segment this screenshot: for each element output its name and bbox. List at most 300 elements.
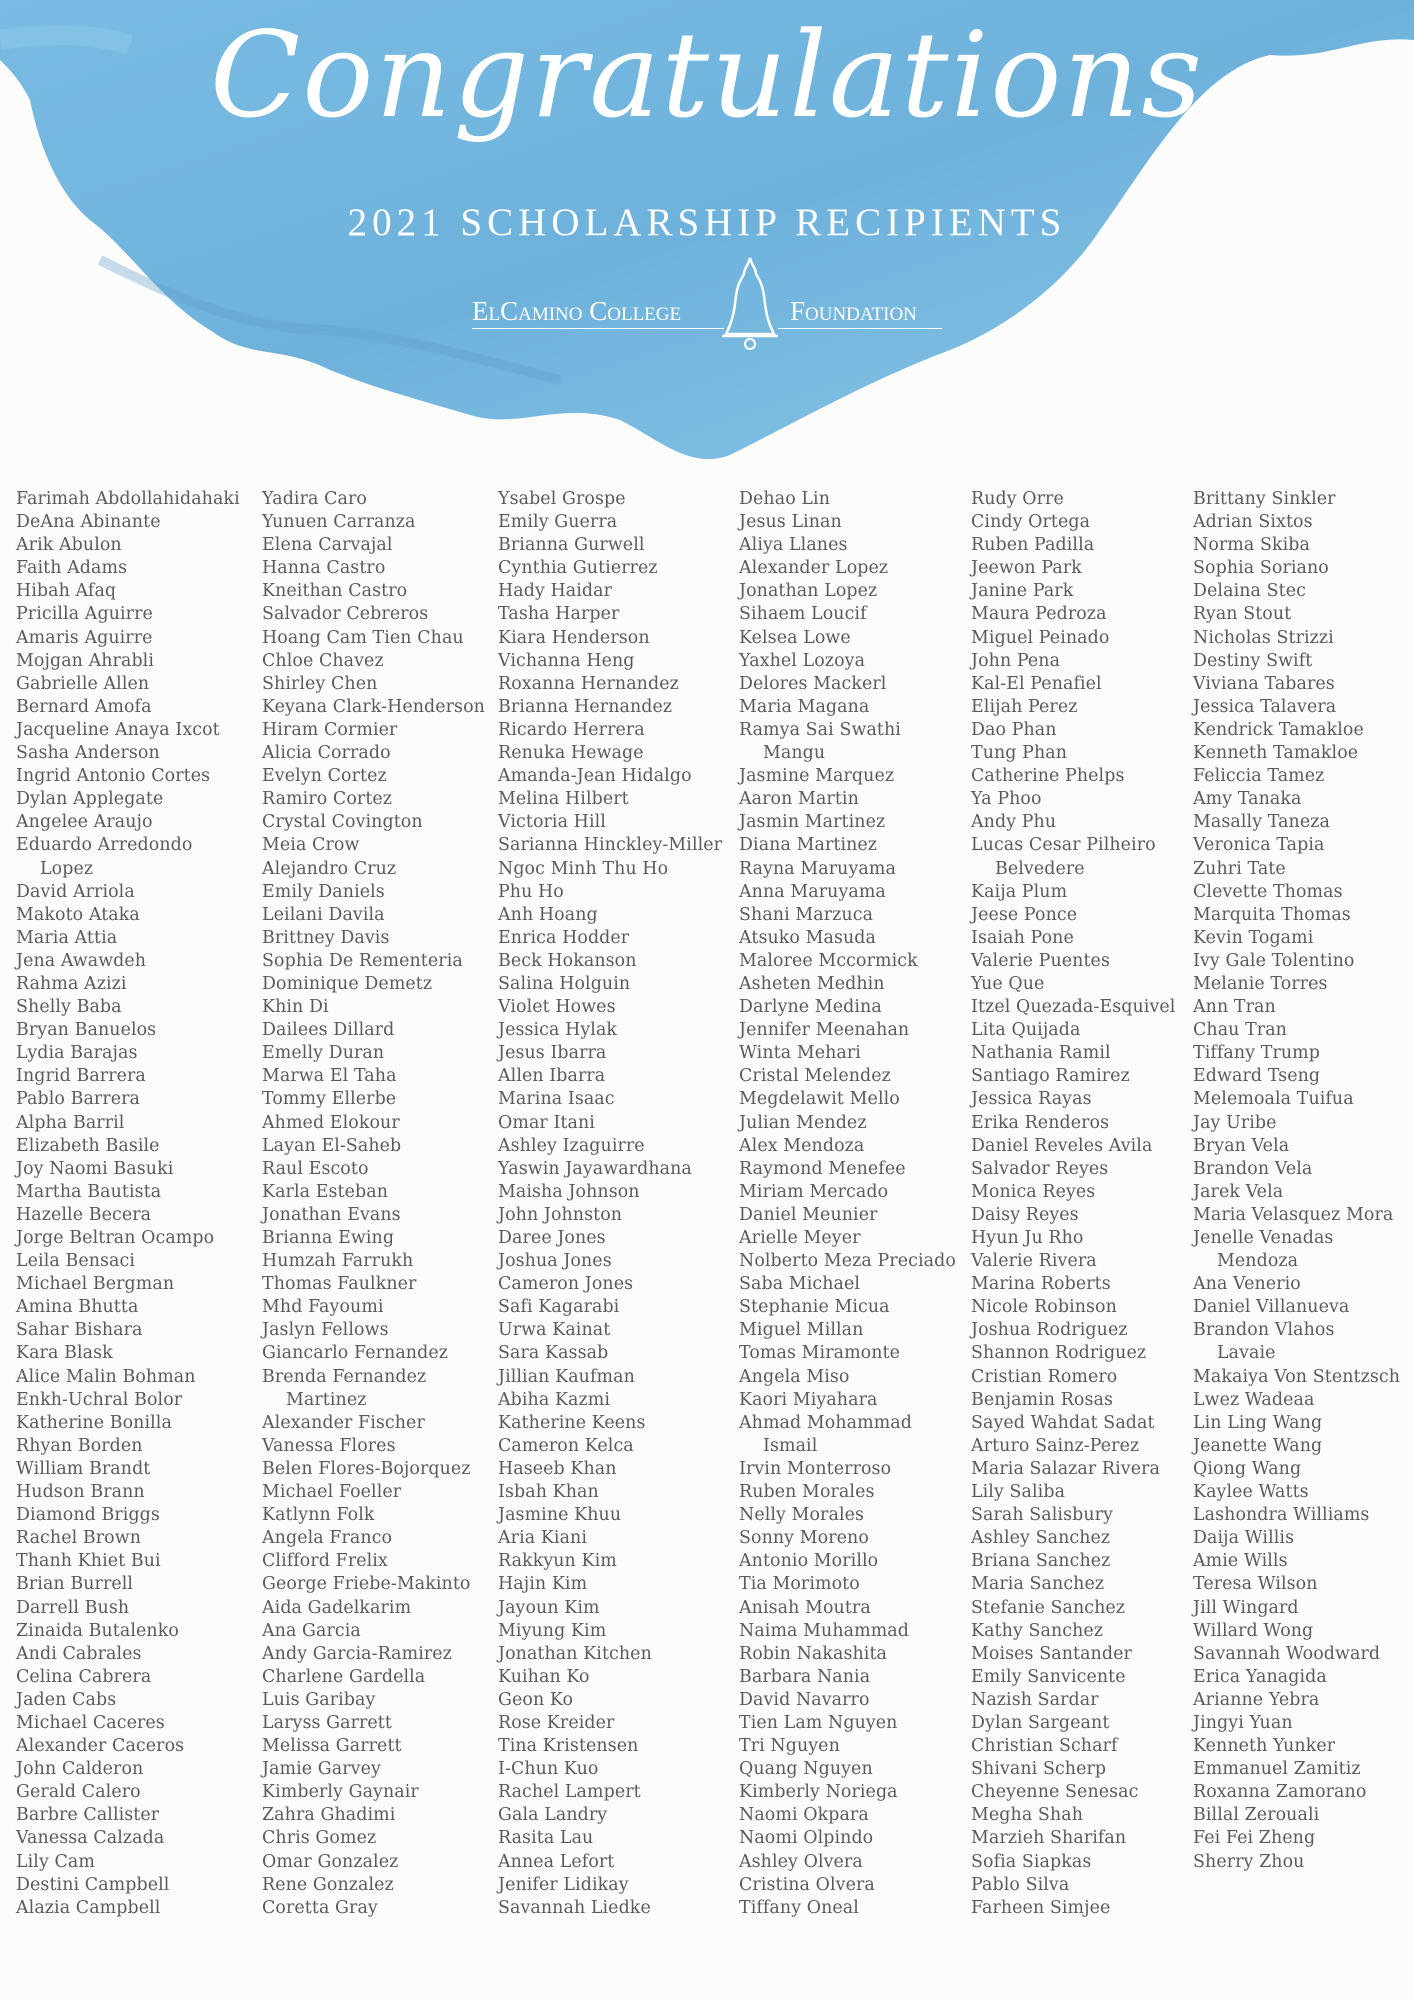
recipient-name: Kenneth Tamakloe xyxy=(1193,743,1359,764)
recipient-name: Viviana Tabares xyxy=(1193,673,1335,694)
recipient-name: Amanda-Jean Hidalgo xyxy=(498,766,692,787)
recipient-name: Leilani Davila xyxy=(262,904,385,925)
recipient-name: Kimberly Noriega xyxy=(739,1782,898,1803)
recipient-name: Abiha Kazmi xyxy=(498,1389,611,1410)
recipient-name: Emelly Duran xyxy=(262,1043,385,1064)
recipient-name: Urwa Kainat xyxy=(498,1320,611,1341)
logo-underline-left xyxy=(472,328,724,329)
recipient-name: Mangu xyxy=(763,743,826,764)
recipient-name: Jacqueline Anaya Ixcot xyxy=(16,719,220,740)
recipient-name: Amina Bhutta xyxy=(16,1297,139,1318)
recipient-name: Barbre Callister xyxy=(16,1805,160,1826)
logo-text-right: Foundation xyxy=(790,296,917,326)
recipient-name: Martinez xyxy=(286,1389,367,1410)
recipient-name: Enkh-Uchral Bolor xyxy=(16,1389,183,1410)
recipient-name: Ricardo Herrera xyxy=(498,719,645,740)
recipient-name: Stephanie Micua xyxy=(739,1297,890,1318)
recipient-name: Daniel Reveles Avila xyxy=(971,1135,1153,1156)
logo-underline-right xyxy=(778,328,942,329)
recipient-name: Marwa El Taha xyxy=(262,1066,397,1087)
recipient-name: Brianna Hernandez xyxy=(498,696,673,717)
recipient-name: Daniel Meunier xyxy=(739,1204,878,1225)
recipient-name: Tia Morimoto xyxy=(739,1574,860,1595)
recipient-name: Sophia Soriano xyxy=(1193,558,1329,579)
recipient-name: Emily Sanvicente xyxy=(971,1666,1126,1687)
recipient-name: Diana Martinez xyxy=(739,835,878,856)
recipient-name: Ryan Stout xyxy=(1193,604,1292,625)
recipient-name: Belen Flores-Bojorquez xyxy=(262,1458,471,1479)
recipient-name: Jessica Hylak xyxy=(498,1020,618,1041)
recipient-name: Violet Howes xyxy=(498,997,616,1018)
recipient-name: Makoto Ataka xyxy=(16,904,140,925)
recipient-name: Marina Isaac xyxy=(498,1089,615,1110)
recipient-name: Katherine Bonilla xyxy=(16,1412,172,1433)
recipient-name: Raul Escoto xyxy=(262,1158,369,1179)
recipient-name: Qiong Wang xyxy=(1193,1458,1302,1479)
recipient-name: Marzieh Sharifan xyxy=(971,1828,1127,1849)
recipient-name: Rakkyun Kim xyxy=(498,1551,617,1572)
page-subtitle: 2021 SCHOLARSHIP RECIPIENTS xyxy=(347,201,1067,244)
recipient-name: Cristal Melendez xyxy=(739,1066,891,1087)
recipient-name: Veronica Tapia xyxy=(1193,835,1325,856)
recipient-name: Daniel Villanueva xyxy=(1193,1297,1350,1318)
recipient-name: Tien Lam Nguyen xyxy=(739,1712,898,1733)
recipient-name: Sahar Bishara xyxy=(16,1320,143,1341)
recipient-name: Jesus Ibarra xyxy=(498,1043,607,1064)
recipient-name: Ismail xyxy=(763,1435,818,1456)
recipient-name: Willard Wong xyxy=(1193,1620,1314,1641)
recipient-name: Brianna Ewing xyxy=(262,1228,395,1248)
recipient-name: Ahmed Elokour xyxy=(262,1112,400,1133)
recipient-name: Sherry Zhou xyxy=(1193,1851,1305,1872)
recipient-name: Eduardo Arredondo xyxy=(16,835,193,856)
recipient-name: Dylan Sargeant xyxy=(971,1712,1110,1733)
recipient-name: Jasmin Martinez xyxy=(739,812,886,833)
recipient-name: Ingrid Barrera xyxy=(16,1066,146,1087)
recipient-name: DeAna Abinante xyxy=(16,512,161,533)
recipient-name: Asheten Medhin xyxy=(739,973,885,994)
recipient-name: Jennifer Meenahan xyxy=(739,1020,910,1041)
recipient-name: Clifford Frelix xyxy=(262,1551,388,1572)
recipient-name: Gerald Calero xyxy=(16,1782,141,1803)
recipient-name: Naomi Okpara xyxy=(739,1805,869,1826)
recipient-name: Maura Pedroza xyxy=(971,604,1107,625)
recipient-name: Bryan Banuelos xyxy=(16,1020,157,1041)
recipient-name: Kaori Miyahara xyxy=(739,1389,878,1410)
recipient-name: Atsuko Masuda xyxy=(739,927,877,948)
recipient-name: Humzah Farrukh xyxy=(262,1251,414,1272)
recipient-name: Kara Blask xyxy=(16,1343,113,1364)
recipient-name: Sophia De Rementeria xyxy=(262,950,463,971)
recipient-name: Shani Marzuca xyxy=(739,904,874,925)
recipient-name: Michael Bergman xyxy=(16,1274,175,1295)
recipient-name: Miriam Mercado xyxy=(739,1181,889,1202)
recipient-name: Dailees Dillard xyxy=(262,1020,395,1041)
recipient-name: Hazelle Becera xyxy=(16,1204,152,1225)
recipient-name: Ramya Sai Swathi xyxy=(739,719,901,740)
recipient-name: Yaswin Jayawardhana xyxy=(498,1158,692,1179)
recipient-name: Raymond Menefee xyxy=(739,1158,906,1179)
recipient-name: Alexander Fischer xyxy=(262,1412,425,1433)
recipient-name: Ashley Olvera xyxy=(739,1851,863,1872)
recipient-name: Crystal Covington xyxy=(262,812,423,833)
recipient-name: Katlynn Folk xyxy=(262,1505,375,1526)
recipient-name: Makaiya Von Stentzsch xyxy=(1193,1366,1401,1387)
recipient-name: Jena Awawdeh xyxy=(16,950,147,971)
recipient-name: William Brandt xyxy=(16,1458,151,1479)
recipient-name: Alpha Barril xyxy=(16,1112,125,1133)
recipient-name: Tung Phan xyxy=(971,743,1068,764)
recipient-name: Shannon Rodriguez xyxy=(971,1343,1147,1364)
logo-text-left: ElCamino College xyxy=(472,296,682,326)
recipient-name: Pablo Barrera xyxy=(16,1089,141,1110)
recipient-name: Brandon Vlahos xyxy=(1193,1320,1335,1341)
recipient-name: Nelly Morales xyxy=(739,1505,865,1526)
recipient-name: Lin Ling Wang xyxy=(1193,1412,1323,1433)
recipient-name: Winta Mehari xyxy=(739,1043,861,1064)
recipient-name: Amy Tanaka xyxy=(1193,789,1302,810)
recipient-name: Daree Jones xyxy=(498,1228,606,1248)
recipient-name: Itzel Quezada-Esquivel xyxy=(971,997,1176,1018)
recipient-name: Salvador Reyes xyxy=(971,1158,1109,1179)
recipient-name: David Arriola xyxy=(16,881,135,902)
recipient-name: Safi Kagarabi xyxy=(498,1297,620,1318)
recipient-name: Anisah Moutra xyxy=(739,1597,871,1618)
recipient-name: Maria Sanchez xyxy=(971,1574,1105,1595)
recipient-name: Jasmine Marquez xyxy=(739,766,895,787)
recipient-name: Brittney Davis xyxy=(262,927,390,948)
recipient-name: Chris Gomez xyxy=(262,1828,377,1849)
recipient-name: Rudy Orre xyxy=(971,489,1064,509)
recipient-name: Christian Scharf xyxy=(971,1736,1118,1757)
recipient-name: Zinaida Butalenko xyxy=(16,1620,179,1641)
recipient-name: Melina Hilbert xyxy=(498,789,629,810)
recipient-name: Ruben Morales xyxy=(739,1482,875,1503)
recipient-name: Savannah Woodward xyxy=(1193,1643,1381,1664)
recipient-name: Joy Naomi Basuki xyxy=(16,1158,174,1179)
recipient-name: Yue Que xyxy=(971,973,1045,994)
recipient-name: Keyana Clark-Henderson xyxy=(262,696,485,717)
recipient-name: Elijah Perez xyxy=(971,696,1078,717)
recipient-name: Rayna Maruyama xyxy=(739,858,896,879)
recipient-name: Allen Ibarra xyxy=(498,1066,606,1087)
recipient-name: Jonathan Lopez xyxy=(739,581,878,602)
recipient-name: Edward Tseng xyxy=(1193,1066,1321,1087)
names-column-5 xyxy=(971,488,1175,1920)
recipient-name: Vichanna Heng xyxy=(498,650,635,671)
recipient-name: Shelly Baba xyxy=(16,997,122,1018)
recipient-name: Miguel Millan xyxy=(739,1320,864,1341)
recipient-name: Andy Garcia-Ramirez xyxy=(262,1643,452,1664)
recipient-name: Megha Shah xyxy=(971,1805,1084,1826)
recipient-name: Roxanna Zamorano xyxy=(1193,1782,1367,1803)
recipient-name: Aaron Martin xyxy=(739,789,859,810)
recipient-name: Vanessa Flores xyxy=(262,1435,396,1456)
recipient-name: Jenifer Lidikay xyxy=(498,1874,629,1895)
recipient-name: Giancarlo Fernandez xyxy=(262,1343,448,1364)
recipient-name: Kathy Sanchez xyxy=(971,1620,1104,1641)
recipient-name: Miyung Kim xyxy=(498,1620,607,1641)
recipient-name: Coretta Gray xyxy=(262,1897,378,1918)
recipient-name: Janine Park xyxy=(971,581,1074,602)
recipient-name: Emily Guerra xyxy=(498,512,618,533)
recipient-name: Isbah Khan xyxy=(498,1482,599,1503)
recipient-name: Erica Yanagida xyxy=(1193,1666,1327,1687)
recipient-name: Stefanie Sanchez xyxy=(971,1597,1126,1618)
recipient-name: Rachel Lampert xyxy=(498,1782,641,1803)
recipient-name: Hady Haidar xyxy=(498,581,613,602)
recipient-name: Ana Garcia xyxy=(262,1620,361,1641)
recipient-name: Maria Salazar Rivera xyxy=(971,1458,1160,1479)
recipient-name: Angelee Araujo xyxy=(16,812,153,833)
recipient-name: Lucas Cesar Pilheiro xyxy=(971,835,1156,856)
recipient-name: Dylan Applegate xyxy=(16,789,164,810)
recipient-name: Teresa Wilson xyxy=(1193,1574,1318,1595)
foundation-logo xyxy=(472,256,942,368)
recipient-name: Sasha Anderson xyxy=(16,743,160,764)
recipient-name: Isaiah Pone xyxy=(971,927,1074,948)
recipient-name: Dominique Demetz xyxy=(262,973,433,994)
recipient-name: Phu Ho xyxy=(498,881,564,902)
recipient-name: Santiago Ramirez xyxy=(971,1066,1130,1087)
recipient-name: Yaxhel Lozoya xyxy=(739,650,866,671)
recipient-name: Nicole Robinson xyxy=(971,1297,1117,1318)
recipient-name: Jessica Rayas xyxy=(971,1089,1092,1110)
recipient-name: Bernard Amofa xyxy=(16,696,152,717)
recipient-name: Pablo Silva xyxy=(971,1874,1070,1895)
recipient-name: Khin Di xyxy=(262,997,329,1018)
recipient-name: Cameron Kelca xyxy=(498,1435,634,1456)
recipient-name: Lita Quijada xyxy=(971,1020,1081,1041)
recipient-name: Chau Tran xyxy=(1193,1020,1287,1041)
recipient-name: Tri Nguyen xyxy=(739,1736,840,1757)
recipient-name: Daisy Reyes xyxy=(971,1204,1079,1225)
recipient-name: Jasmine Khuu xyxy=(498,1505,622,1526)
recipient-name: Anh Hoang xyxy=(498,904,598,925)
recipient-name: Barbara Nania xyxy=(739,1666,871,1687)
names-column-4 xyxy=(739,488,956,1920)
recipient-name: Charlene Gardella xyxy=(262,1666,426,1687)
recipient-name: Valerie Puentes xyxy=(971,950,1110,971)
recipient-name: Alexander Lopez xyxy=(739,558,889,579)
recipient-name: Cheyenne Senesac xyxy=(971,1782,1139,1803)
recipient-name: Jonathan Evans xyxy=(262,1204,401,1225)
recipient-name: Tasha Harper xyxy=(498,604,620,625)
recipient-name: Melanie Torres xyxy=(1193,973,1328,994)
recipient-name: Tina Kristensen xyxy=(498,1736,639,1757)
recipient-name: Emily Daniels xyxy=(262,881,385,902)
recipient-name: Celina Cabrera xyxy=(16,1666,152,1687)
recipient-name: Farimah Abdollahidahaki xyxy=(16,489,240,509)
recipient-name: Jorge Beltran Ocampo xyxy=(16,1228,215,1248)
recipient-name: Lydia Barajas xyxy=(16,1043,138,1064)
recipient-name: Dehao Lin xyxy=(739,489,831,509)
recipient-name: Adrian Sixtos xyxy=(1193,512,1313,533)
recipient-name: Nicholas Strizzi xyxy=(1193,627,1334,648)
recipient-name: Rasita Lau xyxy=(498,1828,594,1849)
recipient-name: Farheen Simjee xyxy=(971,1897,1111,1918)
recipient-name: Julian Mendez xyxy=(739,1112,867,1133)
recipient-name: John Johnston xyxy=(498,1204,623,1225)
recipient-name: Darrell Bush xyxy=(16,1597,130,1618)
recipient-name: Martha Bautista xyxy=(16,1181,162,1202)
recipient-name: Yunuen Carranza xyxy=(262,512,416,533)
recipient-name: Lily Cam xyxy=(16,1851,95,1872)
recipient-name: Jayoun Kim xyxy=(498,1597,600,1618)
recipient-name: Brenda Fernandez xyxy=(262,1366,427,1387)
recipient-name: Erika Renderos xyxy=(971,1112,1110,1133)
recipient-name: Kneithan Castro xyxy=(262,581,408,602)
recipient-name: Ana Venerio xyxy=(1193,1274,1301,1295)
recipient-name: Darlyne Medina xyxy=(739,997,882,1018)
recipient-name: Hiram Cormier xyxy=(262,719,398,740)
recipient-name: Kelsea Lowe xyxy=(739,627,851,648)
names-column-6 xyxy=(1193,488,1400,1874)
recipient-name: Kal-El Penafiel xyxy=(971,673,1102,694)
recipient-name: Maria Attia xyxy=(16,927,118,948)
recipient-name: Clevette Thomas xyxy=(1193,881,1343,902)
recipient-name: Ysabel Grospe xyxy=(498,489,626,509)
recipient-name: Arielle Meyer xyxy=(739,1228,861,1248)
recipient-name: Jamie Garvey xyxy=(262,1759,381,1780)
recipient-name: Ngoc Minh Thu Ho xyxy=(498,858,669,879)
recipient-name: Megdelawit Mello xyxy=(739,1089,900,1110)
recipient-name: Jaslyn Fellows xyxy=(262,1320,389,1341)
recipient-name: Victoria Hill xyxy=(498,812,606,833)
recipient-name: Briana Sanchez xyxy=(971,1551,1111,1572)
recipient-name: Yadira Caro xyxy=(262,489,367,509)
recipient-name: Laryss Garrett xyxy=(262,1712,392,1733)
recipient-name: Delaina Stec xyxy=(1193,581,1306,602)
recipient-name: Kaija Plum xyxy=(971,881,1068,902)
recipient-name: Cristian Romero xyxy=(971,1366,1118,1387)
recipient-name: Arik Abulon xyxy=(16,535,122,556)
page-title: Congratulations xyxy=(210,6,1204,144)
recipient-name: Rene Gonzalez xyxy=(262,1874,394,1895)
recipient-name: Cindy Ortega xyxy=(971,512,1091,533)
recipient-name: Benjamin Rosas xyxy=(971,1389,1113,1410)
recipient-name: Cameron Jones xyxy=(498,1274,634,1295)
names-column-3 xyxy=(498,488,722,1920)
recipient-name: Roxanna Hernandez xyxy=(498,673,679,694)
recipient-name: Jarek Vela xyxy=(1193,1181,1284,1202)
recipient-name: Sarianna Hinckley-Miller xyxy=(498,835,723,856)
recipient-name: Brian Burrell xyxy=(16,1574,134,1595)
recipient-name: Belvedere xyxy=(995,858,1085,879)
names-column-2 xyxy=(262,488,485,1920)
recipient-name: Brianna Gurwell xyxy=(498,535,645,556)
recipient-name: Jeewon Park xyxy=(971,558,1082,579)
recipient-name: Ashley Izaguirre xyxy=(498,1135,645,1156)
recipient-name: Nazish Sardar xyxy=(971,1689,1099,1710)
recipient-name: Omar Itani xyxy=(498,1112,595,1133)
recipient-name: Rachel Brown xyxy=(16,1528,142,1549)
recipient-name: Kuihan Ko xyxy=(498,1666,590,1687)
recipient-name: Rose Kreider xyxy=(498,1712,615,1733)
recipient-name: Kenneth Yunker xyxy=(1193,1736,1336,1757)
recipient-name: Arianne Yebra xyxy=(1193,1689,1320,1710)
recipient-name: Vanessa Calzada xyxy=(16,1828,165,1849)
recipient-name: Nolberto Meza Preciado xyxy=(739,1251,956,1272)
recipient-name: Valerie Rivera xyxy=(971,1251,1097,1272)
recipient-name: I-Chun Kuo xyxy=(498,1759,599,1780)
recipient-name: Arturo Sainz-Perez xyxy=(971,1435,1140,1456)
recipient-name: David Navarro xyxy=(739,1689,870,1710)
recipient-name: Lwez Wadeaa xyxy=(1193,1389,1315,1410)
recipient-name: Elizabeth Basile xyxy=(16,1135,160,1156)
recipient-name: Faith Adams xyxy=(16,558,128,579)
recipient-name: Elena Carvajal xyxy=(262,535,393,556)
recipient-name: Brandon Vela xyxy=(1193,1158,1313,1179)
recipient-name: Amie Wills xyxy=(1193,1551,1288,1572)
recipient-name: Aida Gadelkarim xyxy=(262,1597,412,1618)
recipient-name: Nathania Ramil xyxy=(971,1043,1111,1064)
recipient-name: Pricilla Aguirre xyxy=(16,604,153,625)
recipient-name: Kiara Henderson xyxy=(498,627,650,648)
recipient-name: Kimberly Gaynair xyxy=(262,1782,419,1803)
recipient-name: Gabrielle Allen xyxy=(16,673,150,694)
recipient-name: John Calderon xyxy=(16,1759,144,1780)
recipient-name: Sihaem Loucif xyxy=(739,604,867,625)
recipient-name: Annea Lefort xyxy=(498,1851,615,1872)
recipient-name: Ashley Sanchez xyxy=(971,1528,1111,1549)
recipient-name: Shirley Chen xyxy=(262,673,378,694)
recipient-name: Maria Magana xyxy=(739,696,870,717)
bell-icon xyxy=(718,256,782,368)
names-column-1 xyxy=(16,488,240,1920)
recipient-name: Delores Mackerl xyxy=(739,673,887,694)
recipient-name: Kevin Togami xyxy=(1193,927,1314,948)
recipient-name: Joshua Rodriguez xyxy=(971,1320,1128,1341)
recipient-name: Daija Willis xyxy=(1193,1528,1295,1549)
recipient-name: Evelyn Cortez xyxy=(262,766,387,787)
recipients-list xyxy=(0,488,1414,1928)
recipient-name: Jaden Cabs xyxy=(16,1689,117,1710)
recipient-name: Andi Cabrales xyxy=(16,1643,142,1664)
recipient-name: Cristina Olvera xyxy=(739,1874,875,1895)
recipient-name: Lashondra Williams xyxy=(1193,1505,1370,1526)
recipient-name: Zuhri Tate xyxy=(1193,858,1286,879)
recipient-name: Jeanette Wang xyxy=(1193,1435,1323,1456)
recipient-name: Brittany Sinkler xyxy=(1193,489,1336,509)
recipient-name: Lopez xyxy=(40,858,94,879)
recipient-name: Salina Holguin xyxy=(498,973,631,994)
recipient-name: Alazia Campbell xyxy=(16,1897,161,1918)
recipient-name: Joshua Jones xyxy=(498,1251,612,1272)
recipient-name: Moises Santander xyxy=(971,1643,1132,1664)
recipient-name: Jessica Talavera xyxy=(1193,696,1337,717)
recipient-name: Kaylee Watts xyxy=(1193,1482,1309,1503)
recipient-name: Alexander Caceros xyxy=(16,1736,185,1757)
recipient-name: Haseeb Khan xyxy=(498,1458,617,1479)
recipient-name: Quang Nguyen xyxy=(739,1759,873,1780)
recipient-name: Shivani Scherp xyxy=(971,1759,1107,1780)
recipient-name: Ya Phoo xyxy=(971,789,1042,810)
recipient-name: Katherine Keens xyxy=(498,1412,646,1433)
recipient-name: Masally Taneza xyxy=(1193,812,1330,833)
recipient-name: Thanh Khiet Bui xyxy=(16,1551,161,1572)
recipient-name: Aria Kiani xyxy=(498,1528,588,1549)
recipient-name: Cynthia Gutierrez xyxy=(498,558,658,579)
recipient-name: Mhd Fayoumi xyxy=(262,1297,384,1318)
recipient-name: Omar Gonzalez xyxy=(262,1851,399,1872)
recipient-name: Ruben Padilla xyxy=(971,535,1095,556)
recipient-name: Mojgan Ahrabli xyxy=(16,650,154,671)
recipient-name: Sofia Siapkas xyxy=(971,1851,1092,1872)
recipient-name: Hibah Afaq xyxy=(16,581,117,602)
recipient-name: Mendoza xyxy=(1217,1251,1299,1272)
recipient-name: Saba Michael xyxy=(739,1274,861,1295)
